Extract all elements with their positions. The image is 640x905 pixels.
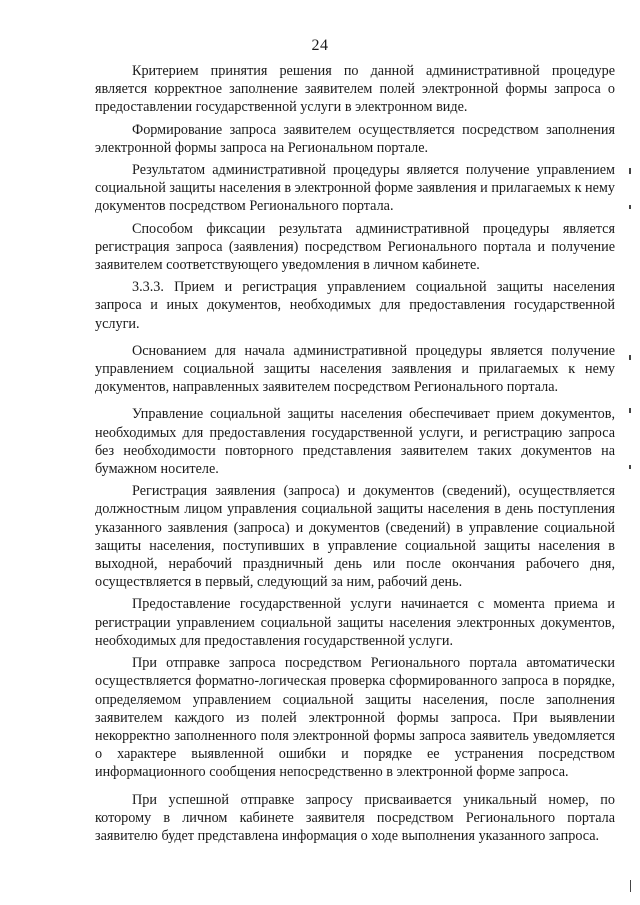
scan-artifact xyxy=(629,355,631,360)
paragraph-unique-number: При успешной отправке запросу присваивается уникальный номер, по которому в личном кабинете заявителя посредством Регионального портала заявителю будет представлена информация о ходе выполнения указанного запроса. xyxy=(95,791,615,844)
scan-artifact xyxy=(629,205,631,209)
section-heading-3-3-3: 3.3.3. Прием и регистрация управлением социальной защиты населения запроса и иных документов, необходимых для предоставления государственной услуги. xyxy=(95,279,615,332)
paragraph-document-acceptance: Управление социальной защиты населения обеспечивает прием документов, необходимых для предоставления государственной услуги, и регистрацию запроса без необходимости повторного представления заявителем таких документов на бумажном носителе. xyxy=(95,406,615,478)
scan-artifact xyxy=(629,408,631,413)
paragraph-decision-criterion: Критерием принятия решения по данной административной процедуре является корректное заполнение заявителем полей электронной формы запроса о предоставлении государственной услуги в электронном виде. xyxy=(95,63,615,116)
paragraph-procedure-basis: Основанием для начала административной процедуры является получение управлением социальной защиты населения заявления и прилагаемых к нему документов, направленных заявителем посредством Регионального портала. xyxy=(95,342,615,396)
scan-artifact xyxy=(629,168,631,174)
paragraph-format-check: При отправке запроса посредством Регионального портала автоматически осуществляется форматно-логическая проверка сформированного запроса в порядке, определяемом управлением социальной защиты населения, после заполнения заявителем каждого из полей электронной формы запроса. При выявлении некорректно заполненного поля электронной формы запроса заявитель уведомляется о характере выявленной ошибки и порядке ее устранения посредством информационного сообщения непосредственно в электронной форме запроса. xyxy=(95,655,615,781)
page-number: 24 xyxy=(311,37,329,54)
scan-artifact xyxy=(629,465,631,469)
document-body xyxy=(95,62,615,845)
paragraph-result-fixation: Способом фиксации результата административной процедуры является регистрация запроса (заявления) посредством Регионального портала и получение заявителем соответствующего уведомления в личном кабинете. xyxy=(95,220,615,274)
paragraph-request-formation: Формирование запроса заявителем осуществляется посредством заполнения электронной формы запроса на Региональном портале. xyxy=(95,121,615,156)
paragraph-service-start: Предоставление государственной услуги начинается с момента приема и регистрации управлением социальной защиты населения электронных документов, необходимых для предоставления государственной услуги. xyxy=(95,596,615,649)
paragraph-procedure-result: Результатом административной процедуры является получение управлением социальной защиты населения в электронной форме заявления и прилагаемых к нему документов посредством Регионального портала. xyxy=(95,162,615,215)
scan-artifact xyxy=(630,880,631,892)
paragraph-registration: Регистрация заявления (запроса) и документов (сведений), осуществляется должностным лицом управления социальной защиты населения в день поступления указанного заявления (запроса) и документов (сведений) в управление социальной защиты населения, поступивших в управление социальной защиты населения в выходной, нерабочий праздничный день или после окончания рабочего дня, осуществляется в первый, следующий за ним, рабочий день. xyxy=(95,483,615,591)
